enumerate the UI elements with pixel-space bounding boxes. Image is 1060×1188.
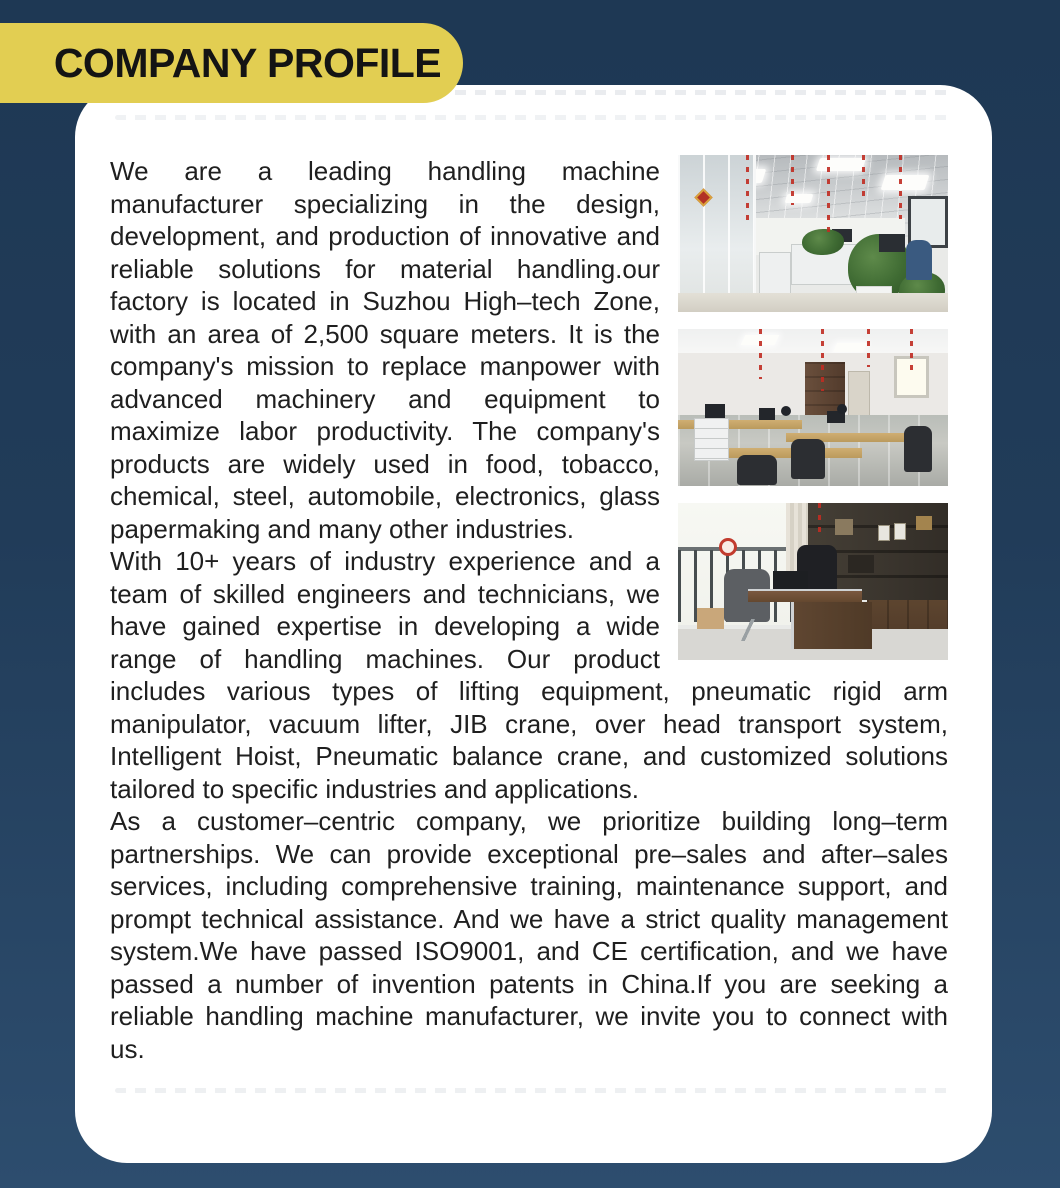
beige-cabinet: [848, 371, 870, 421]
light-panel: [881, 175, 930, 190]
lantern-string: [827, 155, 830, 233]
executive-office-photo: [678, 503, 948, 660]
ceiling: [678, 329, 948, 353]
desk-top: [748, 589, 861, 602]
open-office-photo: [678, 329, 948, 486]
lantern-string: [818, 503, 821, 533]
monitor: [773, 571, 808, 590]
monitor: [705, 404, 725, 418]
monitor: [759, 408, 775, 420]
office-chair: [791, 439, 825, 479]
profile-text-block: [75, 85, 992, 1163]
lantern-string: [867, 329, 870, 367]
monitor: [879, 234, 905, 252]
person: [906, 240, 932, 280]
cardboard-box: [697, 608, 724, 628]
shelf-item: [835, 519, 853, 535]
certificate: [878, 525, 890, 541]
lantern-string: [862, 155, 865, 197]
plant: [802, 229, 844, 255]
certificate: [894, 523, 906, 540]
desk-front-panel: [791, 602, 872, 649]
profile-paragraph-2: With 10+ years of industry experience and a team of skilled engineers and technicians, we have gained expertise in developing a wide range of handling machines. Our product includes various types of lifting equipment, pneumatic rigid arm manipulator, vacuum lifter, JIB crane, over head transport system, Intelligent Hoist, Pneumatic balance crane, and customized solutions tailored to specific industries and applications.: [110, 546, 948, 804]
shelf-item: [916, 516, 932, 530]
lantern-string: [746, 155, 749, 225]
profile-card: [75, 85, 992, 1163]
person: [781, 406, 791, 416]
floor: [678, 293, 948, 312]
light-panel: [785, 194, 814, 203]
office-chair: [737, 455, 777, 485]
light-panel: [816, 158, 866, 171]
lantern-string: [791, 155, 794, 205]
lantern-string: [899, 155, 902, 219]
office-corridor-photo: [678, 155, 948, 312]
light-panel: [832, 343, 866, 352]
drawer-unit: [694, 418, 729, 460]
office-chair: [904, 426, 932, 472]
lantern-string: [821, 329, 824, 391]
office-photo-column: [670, 155, 948, 660]
chair-legs: [729, 619, 767, 641]
red-logo-sticker: [719, 538, 737, 556]
section-title: COMPANY PROFILE: [53, 39, 442, 86]
section-title-banner: [0, 23, 463, 103]
lantern-string: [910, 329, 913, 375]
shelf-item: [848, 555, 874, 573]
lantern-string: [759, 329, 762, 379]
profile-paragraph-1: We are a leading handling machine manufacturer specializing in the design, development, and production of innovative and reliable solutions for material handling.our factory is located in Suzhou High–tech Zone, with an area of 2,500 square meters. It is the company's mission to replace manpower with advanced machinery and equipment to maximize labor productivity. The company's products are widely used in food, tobacco, chemical, steel, automobile, electronics, glass papermaking and many other industries.: [110, 156, 660, 544]
profile-paragraph-3: As a customer–centric company, we prioritize building long–term partnerships. We can provide exceptional pre–sales and after–sales services, including comprehensive training, maintenance support, and prompt technical assistance. And we have a strict quality management system.We have passed ISO9001, and CE certification, and we have passed a number of invention patents in China.If you are seeking a reliable handling machine manufacturer, we invite you to connect with us.: [110, 806, 948, 1064]
